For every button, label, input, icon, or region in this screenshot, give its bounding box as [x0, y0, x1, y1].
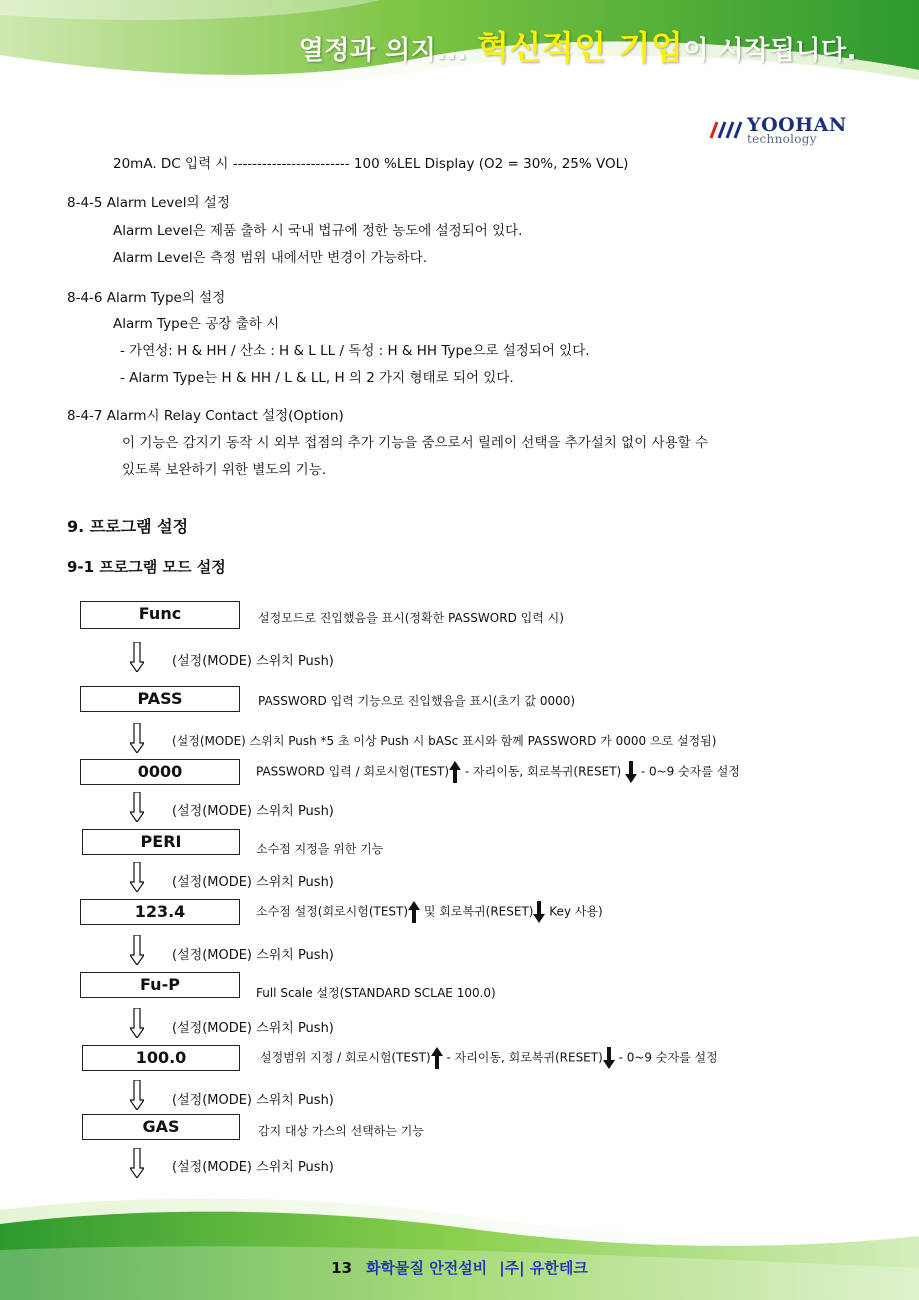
flow-step: (설정(MODE) 스위치 Push *5 초 이상 Push 시 bASc 표시와 함께 PASSWORD 가 0000 으로 설정됨)	[172, 734, 717, 748]
flow-step: (설정(MODE) 스위치 Push)	[172, 1021, 334, 1036]
chapter-subtitle: 9-1 프로그램 모드 설정	[67, 558, 226, 576]
flow-step: (설정(MODE) 스위치 Push)	[172, 948, 334, 963]
section-846-line: Alarm Type은 공장 출하 시	[113, 316, 280, 332]
flow-box-func: Func	[80, 601, 240, 629]
down-arrow-icon	[130, 792, 144, 822]
down-solid-arrow-icon	[603, 1047, 615, 1069]
flow-desc: 소수점 지정을 위한 기능	[256, 842, 384, 856]
footer-wave	[0, 1188, 919, 1300]
footer-org: 화학물질 안전설비	[366, 1259, 488, 1277]
flow-box-password: 0000	[80, 759, 240, 785]
company-logo	[707, 114, 852, 148]
flow-box-range: 100.0	[82, 1045, 240, 1071]
section-845-line: Alarm Level은 측정 범위 내에서만 변경이 가능하다.	[113, 250, 428, 266]
up-arrow-icon	[408, 901, 420, 923]
flow-desc: 감지 대상 가스의 선택하는 기능	[258, 1124, 424, 1138]
section-847-title: 8-4-7 Alarm시 Relay Contact 설정(Option)	[67, 408, 344, 424]
slogan-highlight: 혁신적인 기업	[477, 28, 684, 67]
flow-box-pass: PASS	[80, 686, 240, 712]
flow-box-gas: GAS	[82, 1114, 240, 1140]
down-arrow-icon	[130, 1148, 144, 1178]
section-847-line: 이 기능은 감지기 동작 시 외부 접점의 추가 기능을 줌으로서 릴레이 선택을 추가설치 없이 사용할 수	[122, 435, 709, 451]
down-arrow-icon	[130, 642, 144, 672]
flow-desc: 설정범위 지정 / 회로시험(TEST) - 자리이동, 회로복귀(RESET) - 0~9 숫자를 설정	[260, 1047, 718, 1069]
section-846-line: - 가연성: H & HH / 산소 : H & L LL / 독성 : H & HH Type으로 설정되어 있다.	[120, 343, 590, 359]
down-solid-arrow-icon	[625, 761, 637, 783]
section-845-line: Alarm Level은 제품 출하 시 국내 법규에 정한 농도에 설정되어 있다.	[113, 223, 523, 239]
flow-desc: PASSWORD 입력 기능으로 진입했음을 표시(초기 값 0000)	[258, 694, 576, 708]
up-arrow-icon	[449, 761, 461, 783]
flow-box-peri: PERI	[82, 829, 240, 855]
header-slogan: 열정과 의지... 혁신적인 기업이 시작됩니다.	[298, 28, 857, 67]
flow-desc: PASSWORD 입력 / 회로시험(TEST) - 자리이동, 회로복귀(RESET) - 0~9 숫자를 설정	[256, 761, 740, 783]
logo-brand: YOOHAN	[747, 114, 847, 136]
logo-sub: technology	[747, 132, 817, 146]
down-arrow-icon	[130, 1080, 144, 1110]
page-number: 13	[331, 1259, 353, 1277]
flow-desc: Full Scale 설정(STANDARD SCLAE 100.0)	[256, 986, 496, 1000]
chapter-title: 9. 프로그램 설정	[67, 517, 189, 536]
section-846-title: 8-4-6 Alarm Type의 설정	[67, 290, 226, 306]
intro-line: 20mA. DC 입력 시 ------------------------ 100 %LEL Display (O2 = 30%, 25% VOL)	[113, 156, 629, 172]
section-846-line: - Alarm Type는 H & HH / L & LL, H 의 2 가지 형태로 되어 있다.	[120, 370, 514, 386]
flow-step: (설정(MODE) 스위치 Push)	[172, 654, 334, 669]
down-arrow-icon	[130, 935, 144, 965]
footer	[0, 1257, 919, 1278]
flow-box-full-scale: Fu-P	[80, 972, 240, 998]
flow-step: (설정(MODE) 스위치 Push)	[172, 804, 334, 819]
flow-desc: 소수점 설정(회로시험(TEST) 및 회로복귀(RESET) Key 사용)	[256, 901, 603, 923]
footer-company: |주| 유한테크	[499, 1259, 588, 1277]
flow-box-decimal: 123.4	[80, 899, 240, 925]
section-847-line: 있도록 보완하기 위한 별도의 기능.	[122, 462, 327, 478]
down-arrow-icon	[130, 862, 144, 892]
flow-step: (설정(MODE) 스위치 Push)	[172, 1160, 334, 1175]
flow-step: (설정(MODE) 스위치 Push)	[172, 1093, 334, 1108]
logo-stripes-icon	[707, 118, 743, 140]
section-845-title: 8-4-5 Alarm Level의 설정	[67, 195, 230, 211]
flow-step: (설정(MODE) 스위치 Push)	[172, 875, 334, 890]
down-arrow-icon	[130, 723, 144, 753]
down-solid-arrow-icon	[533, 901, 545, 923]
flow-desc: 설정모드로 진입했음을 표시(정확한 PASSWORD 입력 시)	[258, 611, 564, 625]
down-arrow-icon	[130, 1008, 144, 1038]
up-arrow-icon	[431, 1047, 443, 1069]
